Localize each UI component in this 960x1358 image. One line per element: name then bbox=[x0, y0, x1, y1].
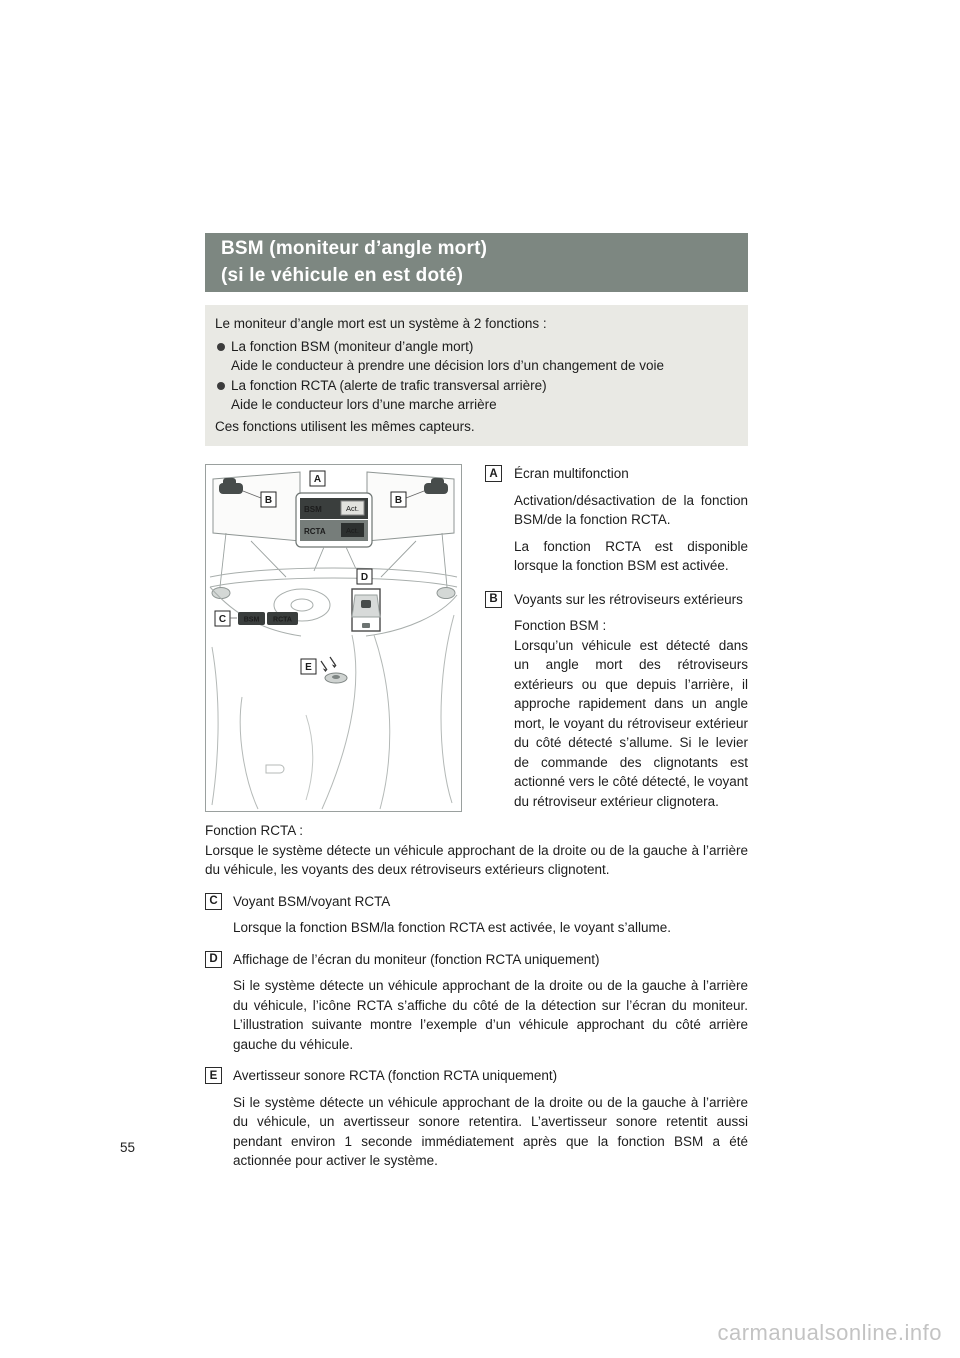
bullet-icon bbox=[217, 343, 225, 351]
bullet-icon bbox=[217, 382, 225, 390]
rcta-note-body: Lorsque le système détecte un véhicule approchant de la droite ou de la gauche à l’arrière du véhicule, les voyants des deux rétroviseurs extérieurs clignotent. bbox=[205, 842, 748, 877]
screen-rcta-label: RCTA bbox=[304, 527, 326, 536]
bullet-item bbox=[215, 376, 736, 396]
section-title: Voyant BSM/voyant RCTA bbox=[233, 893, 391, 909]
paragraph: La fonction RCTA est disponible lorsque la fonction BSM est activée. bbox=[514, 538, 748, 573]
section-title: Avertisseur sonore RCTA (fonction RCTA uniquement) bbox=[233, 1068, 558, 1083]
right-column bbox=[485, 464, 748, 812]
diagram-figure bbox=[205, 464, 462, 812]
rcta-note bbox=[205, 821, 748, 880]
section-title: Voyants sur les rétroviseurs extérieurs bbox=[514, 591, 743, 607]
diagram-label-b: B bbox=[394, 495, 403, 506]
diagram-label-c: C bbox=[218, 614, 227, 625]
section-rcta-buzzer bbox=[205, 1066, 748, 1171]
screen-act-button: Act. bbox=[346, 526, 359, 535]
diagram-label-b: B bbox=[264, 495, 273, 506]
bullet-title: La fonction RCTA (alerte de trafic transversal arrière) bbox=[231, 377, 547, 393]
page-number: 55 bbox=[120, 1140, 136, 1155]
watermark: carmanualsonline.info bbox=[717, 1320, 942, 1345]
cluster-bsm-indicator: BSM bbox=[243, 616, 260, 624]
marker-a: A bbox=[485, 465, 502, 482]
paragraph: Fonction BSM : bbox=[514, 618, 607, 633]
screen-bsm-label: BSM bbox=[304, 505, 322, 514]
section-multifunction-screen bbox=[485, 464, 748, 576]
marker-b: B bbox=[485, 591, 502, 608]
left-mirror-view bbox=[213, 472, 300, 541]
buzzer bbox=[301, 657, 347, 683]
section-title: Écran multifonction bbox=[514, 466, 629, 481]
marker-c: C bbox=[205, 893, 222, 910]
intro-line: Le moniteur d’angle mort est un système à 2 fonctions : bbox=[215, 316, 547, 331]
section-monitor-display bbox=[205, 950, 748, 1055]
diagram-label-d: D bbox=[360, 572, 369, 583]
section-title-line2: (si le véhicule en est doté) bbox=[221, 265, 464, 286]
marker-e: E bbox=[205, 1067, 222, 1084]
bullet-description: Aide le conducteur à prendre une décision lors d’un changement de voie bbox=[231, 358, 665, 373]
screen-act-button: Act. bbox=[346, 504, 359, 513]
section-title-line1: BSM (moniteur d’angle mort) bbox=[221, 238, 488, 259]
intro-footer: Ces fonctions utilisent les mêmes capteurs. bbox=[215, 418, 475, 434]
paragraph: Si le système détecte un véhicule approchant de la droite ou de la gauche à l’arrière du véhicule, l’icône RCTA s’affiche du côté de la détection sur l’écran du moniteur. L’illustration suivante montre l’exemple d’un véhicule approchant du côté arrière gauche du véhicule. bbox=[233, 978, 748, 1052]
right-mirror-view bbox=[367, 472, 454, 541]
cluster-indicators bbox=[215, 611, 298, 626]
paragraph: Lorsque la fonction BSM/la fonction RCTA est activée, le voyant s’allume. bbox=[233, 920, 671, 935]
paragraph: Si le système détecte un véhicule approchant de la droite ou de la gauche à l’arrière du véhicule, un avertisseur sonore retentira. L’avertisseur sonore retentit aussi pendant environ 1 seconde immédiatement après que la fonction BSM a été actionnée pour activer le système. bbox=[233, 1094, 748, 1168]
multifunction-screen bbox=[296, 471, 372, 547]
paragraph: Lorsqu’un véhicule est détecté dans un angle mort des rétroviseurs extérieurs ou que depuis l’arrière, il approche rapidement dans un angle mort, le voyant du rétroviseur extérieur du côté détecté s’allume. Si le levier de commande des clignotants est actionné vers le côté détecté, le voyant du rétroviseur extérieur clignotera. bbox=[514, 637, 748, 809]
marker-d: D bbox=[205, 951, 222, 968]
cluster-rcta-indicator: RCTA bbox=[273, 616, 292, 624]
rcta-note-title: Fonction RCTA : bbox=[205, 823, 304, 838]
bullet-description: Aide le conducteur lors d’une marche arrière bbox=[231, 397, 497, 412]
diagram-label-e: E bbox=[305, 662, 312, 673]
section-bsm-rcta-indicator bbox=[205, 892, 748, 938]
section-mirror-indicators bbox=[485, 590, 748, 812]
manual-page-content bbox=[205, 233, 748, 1171]
diagram-label-a: A bbox=[313, 474, 322, 485]
intro-box bbox=[205, 305, 748, 446]
dashboard-sketch bbox=[210, 568, 457, 636]
diagram-illustration bbox=[206, 465, 461, 811]
bullet-title: La fonction BSM (moniteur d’angle mort) bbox=[231, 338, 474, 354]
paragraph: Activation/désactivation de la fonction BSM/de la fonction RCTA. bbox=[514, 492, 748, 527]
section-title: Affichage de l’écran du moniteur (fonction RCTA uniquement) bbox=[233, 951, 600, 967]
bullet-item bbox=[215, 337, 736, 357]
interior-sketch bbox=[212, 615, 454, 809]
section-header bbox=[205, 233, 748, 292]
